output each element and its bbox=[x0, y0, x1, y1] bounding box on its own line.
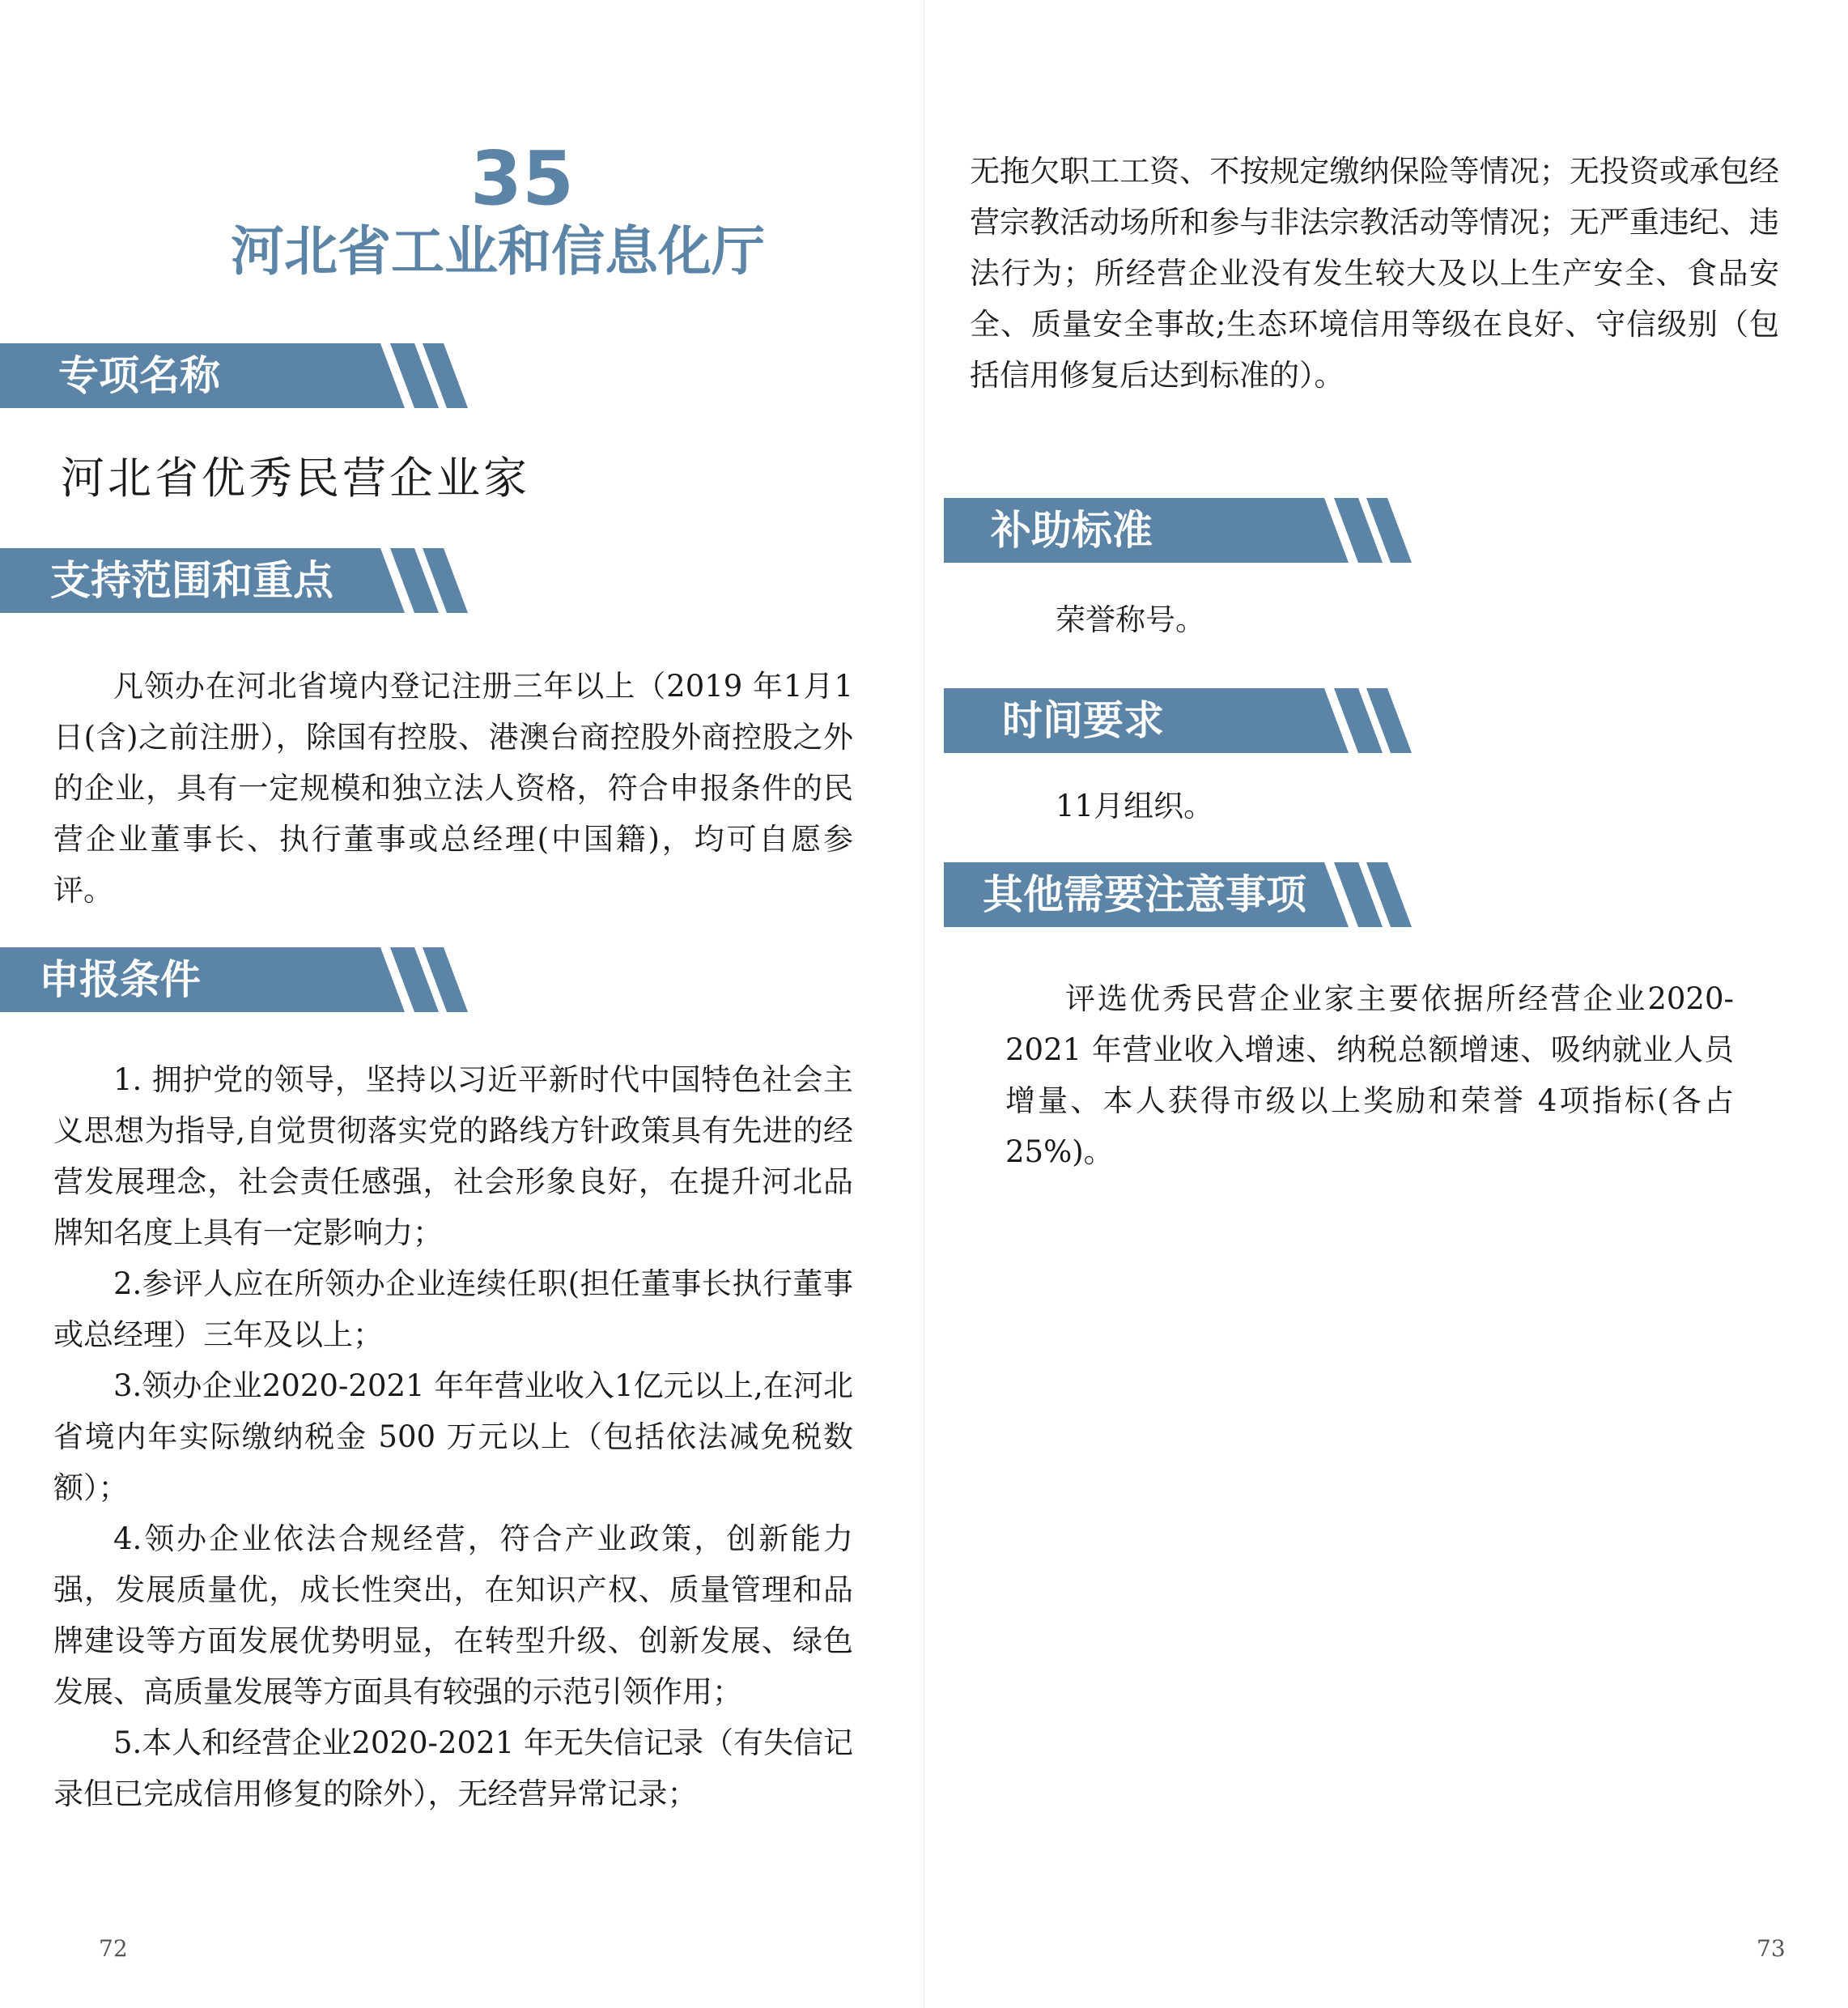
condition-item: 2.参评人应在所领办企业连续任职(担任董事长执行董事或总经理）三年及以上； bbox=[53, 1266, 853, 1352]
notes-text-block bbox=[1005, 973, 1734, 1177]
section-heading: 支持范围和重点 bbox=[50, 557, 333, 604]
program-name: 河北省优秀民营企业家 bbox=[61, 453, 530, 504]
notes-text: 评选优秀民营企业家主要依据所经营企业2020-2021 年营业收入增速、纳税总额增速、吸纳就业人员增量、本人获得市级以上奖励和荣誉 4项指标(各占25%)。 bbox=[1005, 981, 1734, 1169]
chapter-number: 35 bbox=[469, 135, 575, 222]
section-banner-conditions bbox=[0, 947, 469, 1012]
section-banner-scope bbox=[0, 548, 469, 613]
section-heading: 时间要求 bbox=[1002, 697, 1164, 744]
section-heading: 专项名称 bbox=[58, 352, 220, 399]
condition-item: 5.本人和经营企业2020-2021 年无失信记录（有失信记录但已完成信用修复的除外），无经营异常记录； bbox=[53, 1725, 853, 1811]
section-banner-timing bbox=[944, 688, 1413, 753]
conditions-continuation-block bbox=[970, 146, 1779, 401]
conditions-list bbox=[53, 1054, 853, 1819]
condition-item: 4.领办企业依法合规经营，符合产业政策，创新能力强，发展质量优，成长性突出，在知识产权、质量管理和品牌建设等方面发展优势明显，在转型升级、创新发展、绿色发展、高质量发展等方面具有较强的示范引领作用； bbox=[53, 1521, 853, 1709]
subsidy-text-block bbox=[1056, 594, 1768, 645]
conditions-continuation: 无拖欠职工工资、不按规定缴纳保险等情况；无投资或承包经营宗教活动场所和参与非法宗教活动等情况；无严重违纪、违法行为；所经营企业没有发生较大及以上生产安全、食品安全、质量安全事故;生态环境信用等级在良好、守信级别（包括信用修复后达到标准的）。 bbox=[970, 154, 1779, 393]
condition-item: 1. 拥护党的领导，坚持以习近平新时代中国特色社会主义思想为指导,自觉贯彻落实党的路线方针政策具有先进的经营发展理念，社会责任感强，社会形象良好，在提升河北品牌知名度上具有一定影响力； bbox=[53, 1062, 853, 1250]
section-heading: 其他需要注意事项 bbox=[983, 871, 1306, 918]
scope-paragraph: 凡领办在河北省境内登记注册三年以上（2019 年1月1日(含)之前注册），除国有控股、港澳台商控股外商控股之外的企业，具有一定规模和独立法人资格，符合申报条件的民营企业董事长、执行董事或总经理(中国籍)，均可自愿参评。 bbox=[53, 669, 853, 908]
scope-paragraph-block bbox=[53, 661, 853, 916]
chapter-title: 河北省工业和信息化厅 bbox=[231, 220, 765, 283]
timing-text-block bbox=[1056, 781, 1768, 832]
section-heading: 申报条件 bbox=[39, 956, 201, 1003]
right-page bbox=[924, 0, 1848, 2008]
page-number-right: 73 bbox=[1757, 1935, 1786, 1962]
timing-text: 11月组织。 bbox=[1056, 789, 1214, 823]
page-number-left: 72 bbox=[99, 1935, 128, 1962]
section-banner-program-name bbox=[0, 343, 469, 408]
condition-item: 3.领办企业2020-2021 年年营业收入1亿元以上,在河北省境内年实际缴纳税金 500 万元以上（包括依法减免税数额）； bbox=[53, 1368, 853, 1505]
subsidy-text: 荣誉称号。 bbox=[1056, 602, 1205, 637]
section-banner-notes bbox=[944, 862, 1413, 927]
section-banner-subsidy bbox=[944, 498, 1413, 563]
section-heading: 补助标准 bbox=[991, 507, 1153, 554]
